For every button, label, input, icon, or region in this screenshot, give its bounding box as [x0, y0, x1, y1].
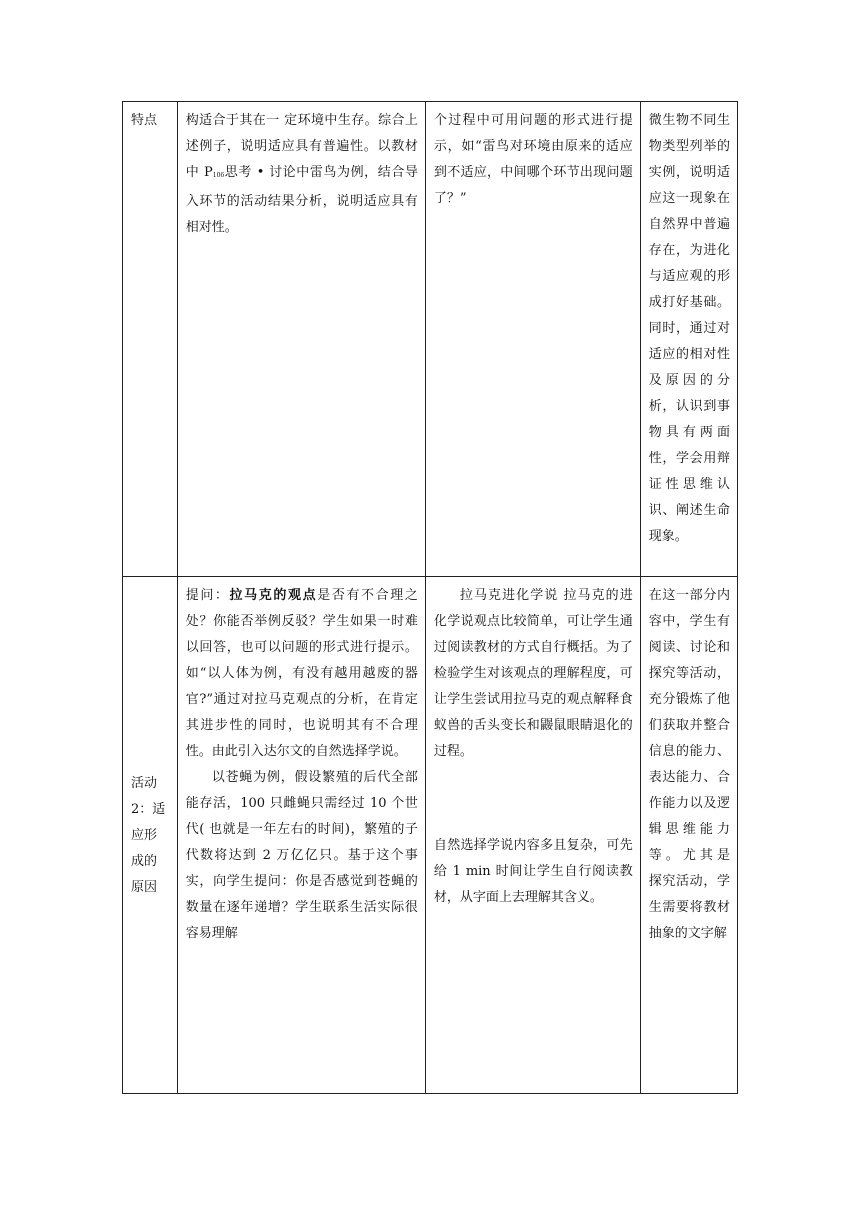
- content-paragraph: [186, 583, 418, 765]
- content-text: 构适合于其在一 定环境中生存。综合上述例子，说明适应具有普遍性。以教材中 P: [185, 113, 418, 180]
- intent-paragraph: 在这一部分内容中，学生有阅读、讨论和探究等活动，充分锻炼了他们获取并整合信息的能力、表达能力、合作能力以及逻辑思维能力等。尤其是 探究活动，学生需要将教材抽象的文字解: [648, 588, 730, 941]
- table-row: [123, 102, 738, 577]
- guidance-paragraph: 自然选择学说内容多且复杂，可先给 1 min 时间让学生自行阅读教材，从字面上去理解其含义。: [433, 838, 633, 905]
- teaching-content-cell: [177, 102, 425, 577]
- guidance-paragraph: 拉马克进化学说 拉马克的进化学说观点比较简单，可让学生通过阅读教材的方式自行概括。为了检验学生对该观点的理解程度，可让学生尝试用拉马克的观点解释食蚁兽的舌头变长和鼹鼠眼睛退化的过程。: [433, 588, 633, 759]
- content-paragraph: [186, 108, 418, 241]
- content-paragraph: 以苍蝇为例，假设繁殖的后代全部能存活，100 只雌蝇只需经过 10 个世代( 也就是一年左右的时间)，繁殖的子代数将达到 2 万亿亿只。基于这个事实，向学生提问：你是否感觉到苍蝇的数量在逐年递增？学生联系生活实际很容易理解: [185, 770, 418, 941]
- content-text: 提问：: [185, 588, 230, 603]
- guidance-paragraph: 个过程中可用问题的形式进行提示，如“雷鸟对环境由原来的适应到不适应，中间哪个环节出现问题了？”: [433, 113, 633, 206]
- highlight-term: 拉马克的观点: [229, 588, 318, 603]
- teaching-content-cell: [177, 577, 425, 1094]
- design-intent-cell: [640, 102, 737, 577]
- row-label: 活动 2：适应形成的原因: [131, 776, 166, 895]
- lesson-plan-table: [122, 101, 738, 1094]
- page-subscript: 106: [212, 172, 225, 179]
- row-label-cell: [123, 102, 178, 577]
- intent-paragraph: 微生物不同生物类型列举的实例，说明适应这一现象在自然界中普遍存在，为进化与适应观的形成打好基础。同时，通过对适应的相对性及原因的分析，认识到事物具有两面性，学会用辩证性思维认识、阐述生命现象。: [648, 113, 730, 544]
- content-text: 思考 • 讨论中雷鸟为例，结合导入环节的活动结果分析，说明适应具有相对性。: [185, 165, 418, 235]
- guidance-cell: [425, 577, 640, 1094]
- content-text: 是否有不合理之处？你能否举例反驳？学生如果一时难以回答，也可以问题的形式进行提示。如“以人体为例，有没有越用越废的器官?”通过对拉马克观点的分析，在肯定其进步性的同时，也说明其有不合理性。由此引入达尔文的自然选择学说。: [185, 588, 418, 759]
- row-label: 特点: [131, 113, 158, 128]
- guidance-cell: [425, 102, 640, 577]
- row-label-cell: [123, 577, 178, 1094]
- design-intent-cell: [640, 577, 737, 1094]
- table-row: [123, 577, 738, 1094]
- spacer: [434, 765, 633, 833]
